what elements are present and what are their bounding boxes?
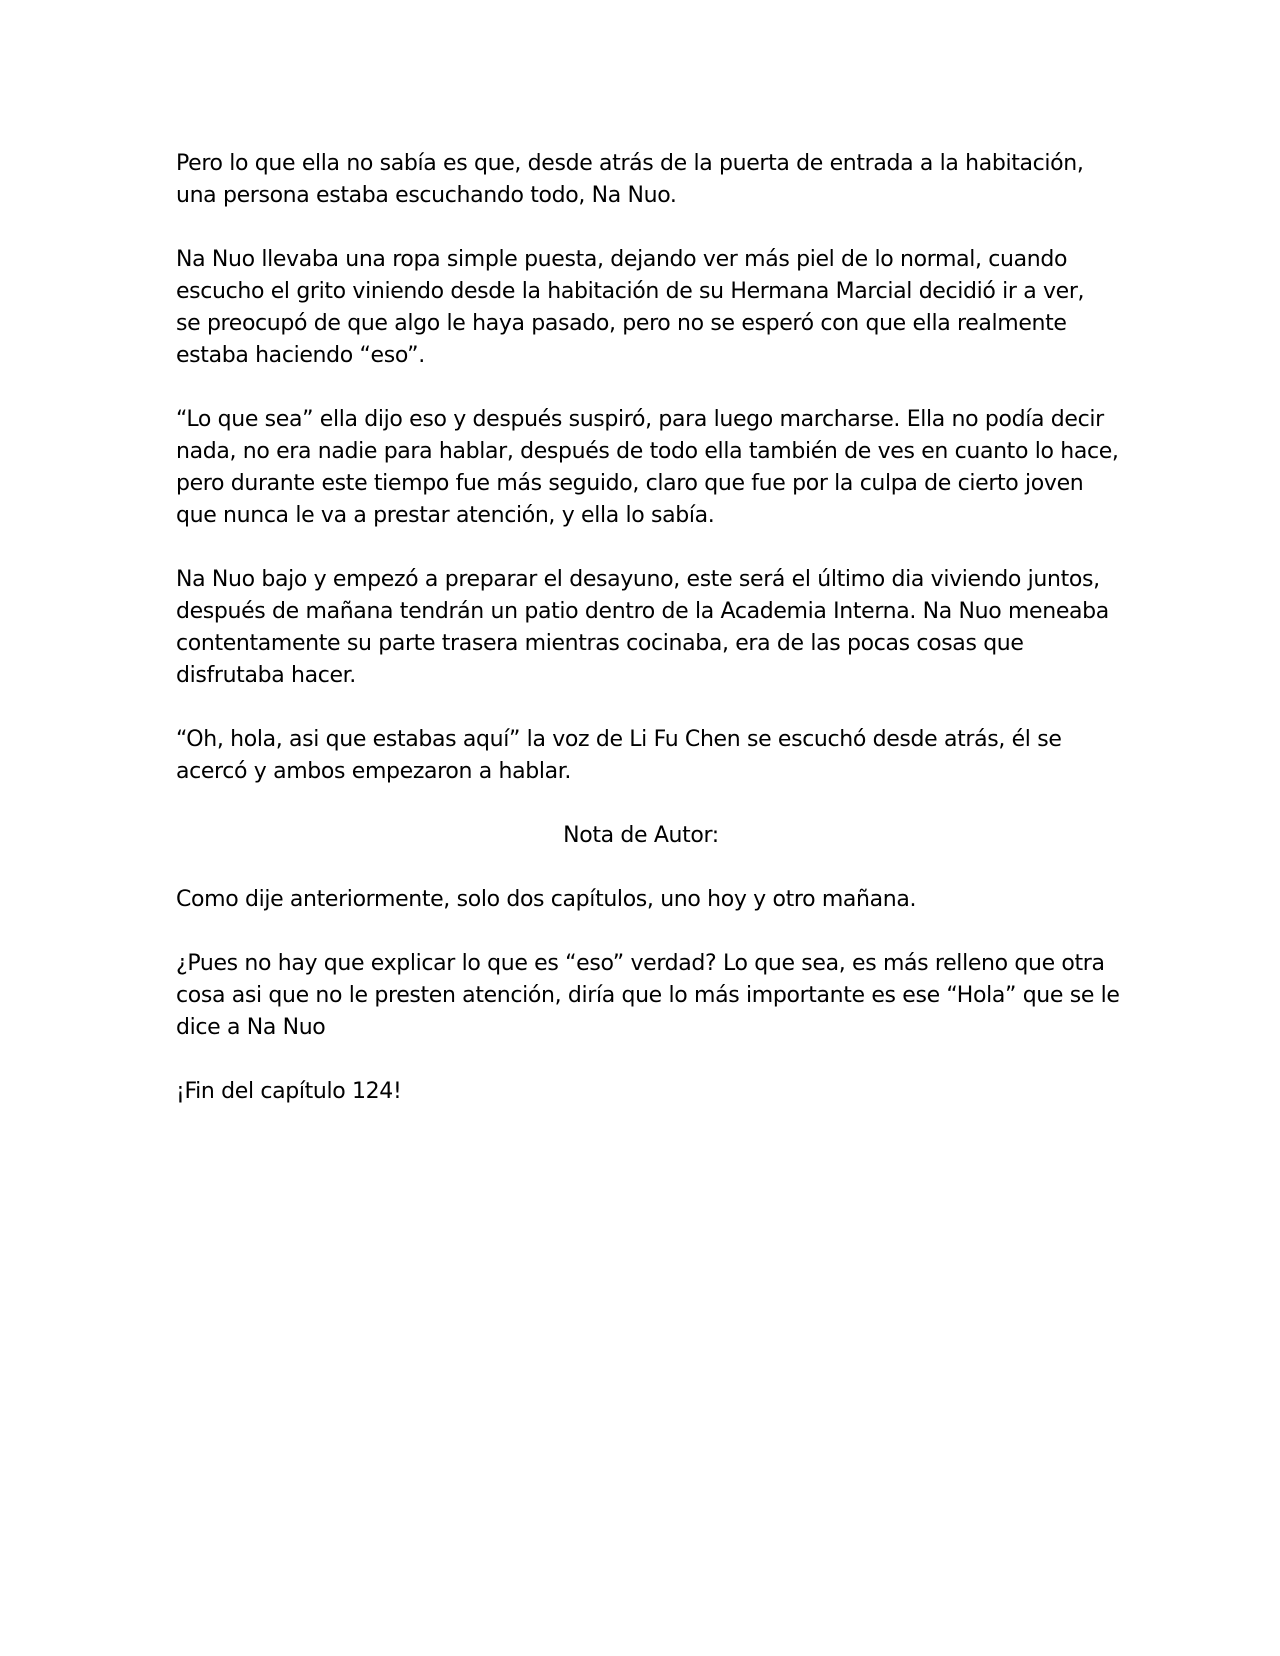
text-line: dice a Na Nuo	[176, 1015, 326, 1040]
paragraph-2	[176, 244, 1106, 372]
text-line: que nunca le va a prestar atención, y ella lo sabía.	[176, 503, 715, 528]
text-line: Pero lo que ella no sabía es que, desde atrás de la puerta de entrada a la habitación,	[176, 151, 1084, 176]
author-note-paragraph-2	[176, 948, 1120, 1044]
text-line: se preocupó de que algo le haya pasado, pero no se esperó con que ella realmente	[176, 311, 1067, 336]
heading-text: Nota de Autor:	[563, 823, 719, 848]
text-line: nada, no era nadie para hablar, después de todo ella también de ves en cuanto lo hace,	[176, 439, 1119, 464]
author-note-paragraph-1	[176, 884, 1106, 916]
text-line: disfrutaba hacer.	[176, 663, 356, 688]
text-line: después de mañana tendrán un patio dentro de la Academia Interna. Na Nuo meneaba	[176, 599, 1109, 624]
text-line: “Oh, hola, asi que estabas aquí” la voz de Li Fu Chen se escuchó desde atrás, él se	[176, 727, 1062, 752]
text-line: ¿Pues no hay que explicar lo que es “eso” verdad? Lo que sea, es más relleno que otra	[176, 951, 1105, 976]
paragraph-5	[176, 724, 1106, 788]
text-line: estaba haciendo “eso”.	[176, 343, 425, 368]
text-line: Na Nuo bajo y empezó a preparar el desayuno, este será el último dia viviendo juntos,	[176, 567, 1100, 592]
paragraph-1	[176, 148, 1106, 212]
text-line: cosa asi que no le presten atención, diría que lo más importante es ese “Hola” que se le	[176, 983, 1120, 1008]
text-line: acercó y ambos empezaron a hablar.	[176, 759, 572, 784]
text-line: pero durante este tiempo fue más seguido, claro que fue por la culpa de cierto joven	[176, 471, 1084, 496]
text-line: “Lo que sea” ella dijo eso y después suspiró, para luego marcharse. Ella no podía decir	[176, 407, 1104, 432]
paragraph-4	[176, 564, 1109, 692]
chapter-end	[176, 1076, 1106, 1108]
document-body	[176, 148, 1120, 1140]
text-line: Na Nuo llevaba una ropa simple puesta, dejando ver más piel de lo normal, cuando	[176, 247, 1068, 272]
text-line: contentamente su parte trasera mientras cocinaba, era de las pocas cosas que	[176, 631, 1024, 656]
text-line: Como dije anteriormente, solo dos capítulos, uno hoy y otro mañana.	[176, 887, 917, 912]
paragraph-3	[176, 404, 1119, 532]
text-line: ¡Fin del capítulo 124!	[176, 1079, 402, 1104]
author-note-heading	[176, 820, 1106, 852]
text-line: escucho el grito viniendo desde la habitación de su Hermana Marcial decidió ir a ver,	[176, 279, 1085, 304]
text-line: una persona estaba escuchando todo, Na Nuo.	[176, 183, 677, 208]
